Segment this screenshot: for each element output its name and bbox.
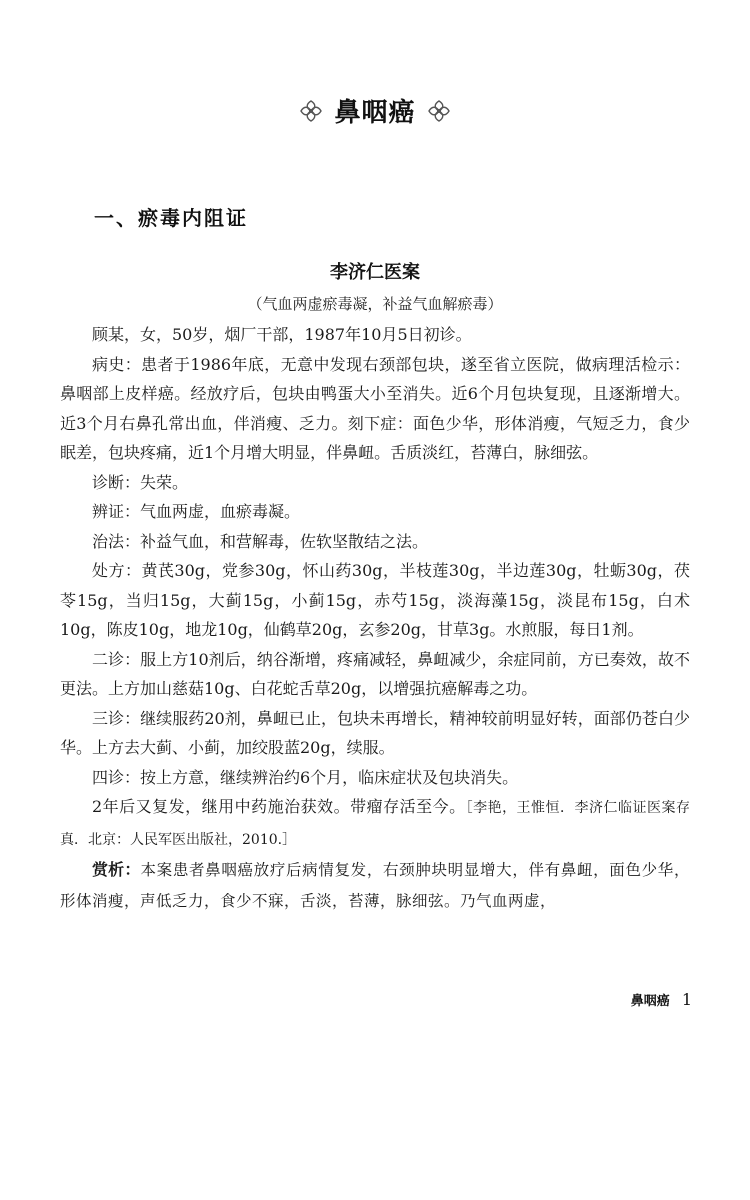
case-body	[60, 320, 690, 916]
syndrome-paragraph: 辨证：气血两虚，血瘀毒凝。	[92, 502, 301, 521]
third-visit-paragraph: 三诊：继续服药20剂，鼻衄已止，包块未再增长，精神较前明显好转，面部仍苍白少华。上方去大蓟、小蓟，加绞股蓝20g，续服。	[60, 708, 690, 757]
appraisal-label: 赏析：	[92, 860, 141, 879]
page-number: 1	[681, 990, 692, 1009]
page-footer	[631, 990, 692, 1009]
appraisal-paragraph	[60, 855, 690, 916]
running-head: 鼻咽癌	[630, 994, 670, 1009]
treatment-principle-paragraph: 治法：补益气血，和营解毒，佐软坚散结之法。	[92, 531, 429, 551]
patient-intro-paragraph: 顾某，女，50岁，烟厂干部，1987年10月5日初诊。	[92, 325, 472, 344]
reference-citation: ［李艳，王惟恒．李济仁临证医案存真．北京：人民军医出版社，2010.］	[60, 800, 691, 848]
diagnosis-paragraph: 诊断：失荣。	[92, 472, 189, 492]
prescription-paragraph: 处方：黄芪30g，党参30g，怀山药30g，半枝莲30g，半边莲30g，牡蛎30g，茯苓15g，当归15g，大蓟15g，小蓟15g，赤芍15g，淡海藻15g，淡昆布15g，白术10g，陈皮10g，地龙10g，仙鹤草20g，玄参20g，甘草3g。水煎服，每日1剂。	[60, 561, 690, 639]
chapter-title: 鼻咽癌	[334, 98, 416, 128]
fourth-visit-paragraph: 四诊：按上方意，继续辨治约6个月，临床症状及包块消失。	[92, 767, 519, 787]
outcome-text: 2年后又复发，继用中药施治获效。带瘤存活至今。	[92, 797, 466, 816]
case-title: 李济仁医案	[330, 262, 420, 283]
floral-ornament-icon	[298, 98, 324, 124]
second-visit-paragraph: 二诊：服上方10剂后，纳谷渐增，疼痛减轻，鼻衄减少，余症同前，方已奏效，故不更法。上方加山慈菇10g、白花蛇舌草20g，以增强抗癌解毒之功。	[60, 649, 690, 698]
floral-ornament-icon	[426, 98, 452, 124]
outcome-paragraph	[60, 792, 690, 855]
case-subtitle: （气血两虚瘀毒凝，补益气血解瘀毒）	[247, 295, 503, 313]
history-paragraph: 病史：患者于1986年底，无意中发现右颈部包块，遂至省立医院，做病理活检示：鼻咽部上皮样癌。经放疗后，包块由鸭蛋大小至消失。近6个月包块复现，且逐渐增大。近3个月右鼻孔常出血，伴消瘦、乏力。刻下症：面色少华，形体消瘦，气短乏力，食少眠差，包块疼痛，近1个月增大明显，伴鼻衄。舌质淡红，苔薄白，脉细弦。	[60, 354, 690, 462]
chapter-title-block	[0, 92, 750, 129]
section-heading: 一、瘀毒内阻证	[94, 206, 248, 230]
appraisal-text: 本案患者鼻咽癌放疗后病情复发，右颈肿块明显增大，伴有鼻衄，面色少华，形体消瘦，声低乏力，食少不寐，舌淡，苔薄，脉细弦。乃气血两虚，	[60, 861, 690, 910]
